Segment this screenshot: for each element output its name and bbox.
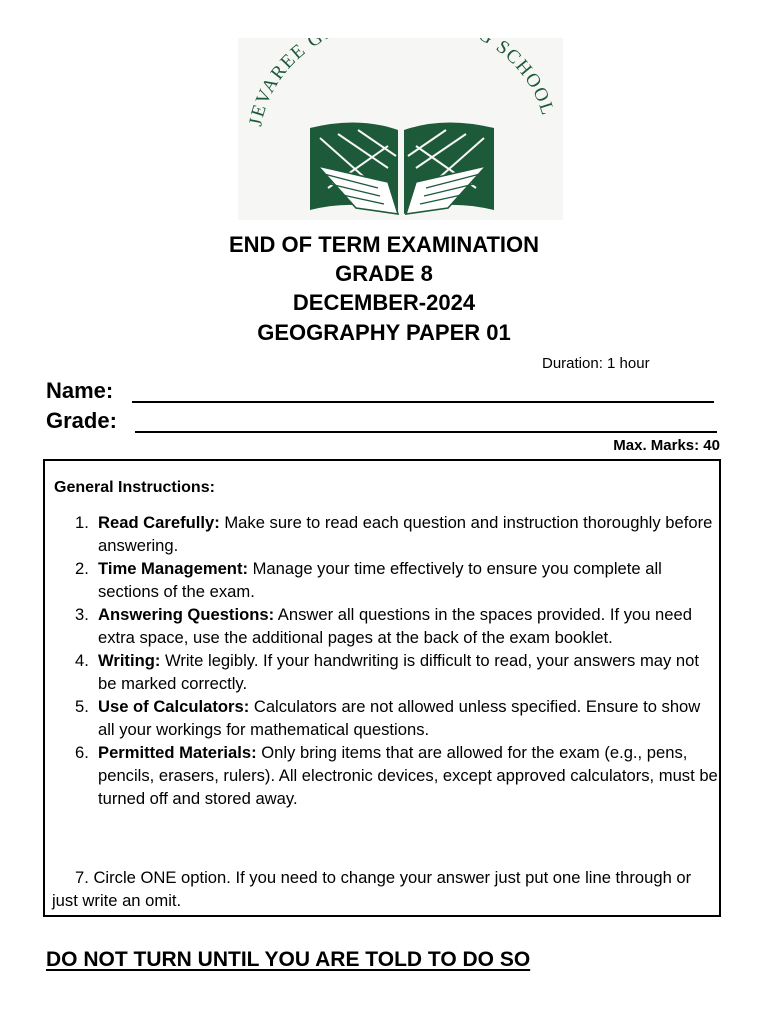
list-item xyxy=(52,603,720,649)
item-text: Answer all questions in the spaces provided. If you need extra space, use the additional pages at the back of the exam booklet. xyxy=(98,605,692,647)
max-marks-label: Max. Marks: 40 xyxy=(613,437,720,454)
item-number: 2. xyxy=(75,559,89,578)
item-text: Manage your time effectively to ensure you complete all sections of the exam. xyxy=(98,559,662,601)
paper-title: GEOGRAPHY PAPER 01 xyxy=(257,320,511,345)
name-line[interactable] xyxy=(132,401,714,403)
item-title: Writing: xyxy=(98,651,161,670)
item-number: 5. xyxy=(75,697,89,716)
exam-title: END OF TERM EXAMINATION xyxy=(228,232,540,257)
item-title: Time Management: xyxy=(98,559,248,578)
item-number: 3. xyxy=(75,605,89,624)
instructions-box xyxy=(43,459,721,917)
item-number: 1. xyxy=(75,513,89,532)
list-item xyxy=(52,557,720,603)
list-item xyxy=(52,741,720,810)
item-text: Write legibly. If your handwriting is difficult to read, your answers may not be marked correctly. xyxy=(98,651,699,693)
item-number: 6. xyxy=(75,743,89,762)
school-logo xyxy=(238,38,563,220)
svg-text:JEVAREE GRANT LEARNING SCHOOL: JEVAREE G SCHOOL xyxy=(245,38,559,128)
list-item xyxy=(52,695,720,741)
list-item xyxy=(52,649,720,695)
list-item xyxy=(52,511,720,557)
grade-title: GRADE 8 xyxy=(335,261,433,286)
name-label: Name: xyxy=(46,378,114,403)
warning-footer: DO NOT TURN UNTIL YOU ARE TOLD TO DO SO xyxy=(46,948,531,971)
duration-label: Duration: 1 hour xyxy=(542,355,650,372)
item-text: 7. Circle ONE option. If you need to change your answer just put one line through or just write an omit. xyxy=(52,868,692,910)
item-title: Use of Calculators: xyxy=(98,697,250,716)
item-text: Calculators are not allowed unless specified. Ensure to show all your workings for mathematical questions. xyxy=(98,697,701,739)
grade-label: Grade: xyxy=(46,408,117,433)
instructions-heading: General Instructions: xyxy=(54,479,215,496)
item-text: Only bring items that are allowed for the exam (e.g., pens, pencils, erasers, rulers). All electronic devices, except approved calculators, must be turned off and stored away. xyxy=(98,743,718,808)
item-title: Answering Questions: xyxy=(98,605,275,624)
item-text: Make sure to read each question and instruction thoroughly before answering. xyxy=(98,513,713,555)
item-title: Permitted Materials: xyxy=(98,743,257,762)
instructions-list xyxy=(52,511,720,810)
instruction-item-7 xyxy=(52,866,720,912)
item-title: Read Carefully: xyxy=(98,513,220,532)
date-title: DECEMBER-2024 xyxy=(292,290,476,315)
item-number: 4. xyxy=(75,651,89,670)
grade-line[interactable] xyxy=(135,431,717,433)
